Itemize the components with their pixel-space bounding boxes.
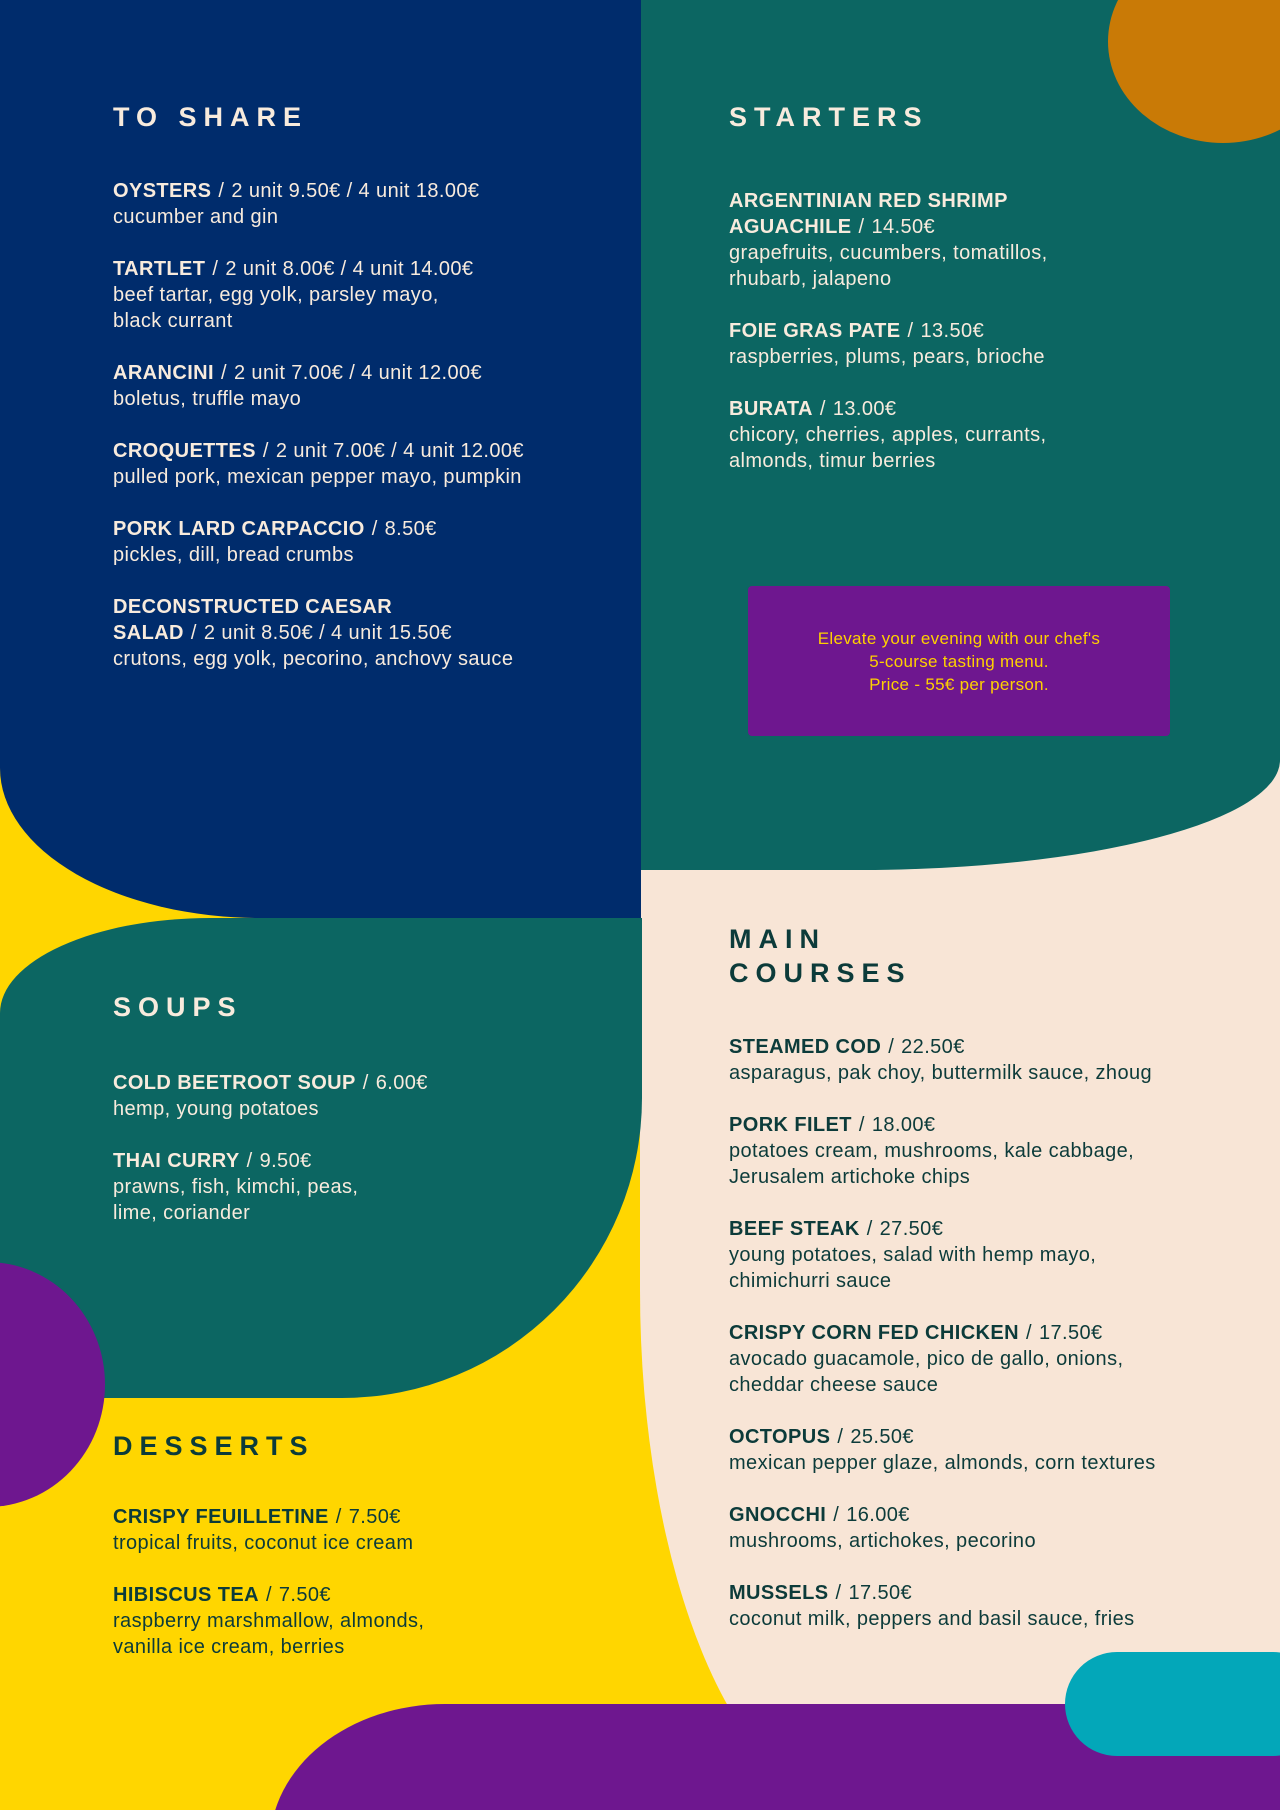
cyan-pill-decoration (1065, 1652, 1280, 1756)
menu-item-name: OCTOPUS (729, 1426, 831, 1448)
price-separator: / (362, 1072, 369, 1094)
menu-item-price: 13.50€ (920, 320, 985, 342)
menu-item (113, 438, 613, 490)
menu-item-price: 9.50€ (259, 1150, 312, 1172)
menu-item-price: 7.50€ (348, 1506, 401, 1528)
menu-item-title-line (729, 396, 1209, 422)
menu-item-name: COLD BEETROOT SOUP (113, 1072, 356, 1094)
menu-item-title-line (729, 318, 1209, 344)
menu-item (113, 516, 613, 568)
price-separator: / (265, 1584, 272, 1606)
menu-item-description: coconut milk, peppers and basil sauce, fries (729, 1608, 1135, 1630)
menu-item-title-line (113, 256, 613, 282)
price-separator: / (907, 320, 914, 342)
menu-item-name: THAI CURRY (113, 1150, 240, 1172)
menu-item-price: 8.50€ (384, 518, 437, 540)
menu-item-title-line (113, 438, 613, 464)
menu-item-description: mushrooms, artichokes, pecorino (729, 1530, 1036, 1552)
menu-item-name: DECONSTRUCTED CAESAR SALAD (113, 596, 393, 644)
menu-item-price: 17.50€ (1038, 1322, 1103, 1344)
menu-item-name: OYSTERS (113, 180, 212, 202)
menu-item-price: 2 unit 8.50€ / 4 unit 15.50€ (203, 622, 452, 644)
menu-item-name: PORK FILET (729, 1114, 852, 1136)
menu-item-description: boletus, truffle mayo (113, 388, 302, 410)
price-separator: / (833, 1504, 840, 1526)
menu-item-description: cucumber and gin (113, 206, 279, 228)
to-share-list (113, 178, 613, 672)
tasting-menu-promo-text: Elevate your evening with our chef's 5-course tasting menu. Price - 55€ per person. (817, 628, 1101, 694)
price-separator: / (246, 1150, 253, 1172)
menu-item-price: 2 unit 7.00€ / 4 unit 12.00€ (275, 440, 524, 462)
menu-item-name: FOIE GRAS PATE (729, 320, 901, 342)
menu-item (729, 1034, 1249, 1086)
price-separator: / (866, 1218, 873, 1240)
soups-list (113, 1070, 593, 1226)
menu-item-description: avocado guacamole, pico de gallo, onions, cheddar cheese sauce (729, 1348, 1124, 1396)
menu-item-name: CROQUETTES (113, 440, 256, 462)
menu-item-price: 17.50€ (848, 1582, 913, 1604)
menu-item (729, 1580, 1249, 1632)
price-separator: / (371, 518, 378, 540)
menu-item-description: chicory, cherries, apples, currants, almonds, timur berries (729, 424, 1047, 472)
menu-item-description: young potatoes, salad with hemp mayo, chimichurri sauce (729, 1244, 1097, 1292)
menu-item (729, 1424, 1249, 1476)
starters-list (729, 188, 1209, 474)
tasting-menu-promo (748, 586, 1170, 736)
menu-item (113, 594, 613, 672)
price-separator: / (212, 258, 219, 280)
menu-item-description: prawns, fish, kimchi, peas, lime, coriander (113, 1176, 359, 1224)
desserts-section (113, 1429, 593, 1686)
menu-item-name: GNOCCHI (729, 1504, 827, 1526)
starters-section (729, 100, 1209, 500)
price-separator: / (837, 1426, 844, 1448)
menu-item-price: 2 unit 7.00€ / 4 unit 12.00€ (233, 362, 483, 384)
menu-item-price: 6.00€ (375, 1072, 428, 1094)
menu-item (113, 1582, 593, 1660)
menu-item (113, 256, 613, 334)
menu-item-description: tropical fruits, coconut ice cream (113, 1532, 414, 1554)
menu-item-description: pulled pork, mexican pepper mayo, pumpkin (113, 466, 522, 488)
menu-item-description: raspberry marshmallow, almonds, vanilla ice cream, berries (113, 1610, 425, 1658)
price-separator: / (858, 216, 865, 238)
price-separator: / (835, 1582, 842, 1604)
menu-item-title-line (113, 1582, 593, 1608)
menu-item-description: hemp, young potatoes (113, 1098, 319, 1120)
menu-item-title-line (729, 1034, 1249, 1060)
soups-section (113, 990, 593, 1252)
menu-item-price: 14.50€ (871, 216, 936, 238)
menu-item-price: 2 unit 8.00€ / 4 unit 14.00€ (225, 258, 474, 280)
menu-item (729, 1216, 1249, 1294)
menu-item-name: CRISPY FEUILLETINE (113, 1506, 329, 1528)
menu-item (113, 360, 613, 412)
menu-item-description: potatoes cream, mushrooms, kale cabbage, Jerusalem artichoke chips (729, 1140, 1135, 1188)
menu-item-title-line (729, 1502, 1249, 1528)
menu-item-price: 27.50€ (879, 1218, 944, 1240)
menu-item-title-line (729, 1112, 1249, 1138)
menu-item-description: grapefruits, cucumbers, tomatillos, rhubarb, jalapeno (729, 242, 1048, 290)
menu-item (113, 1070, 593, 1122)
menu-item-title-line (113, 516, 613, 542)
menu-item-title-line (729, 1320, 1249, 1346)
price-separator: / (262, 440, 269, 462)
menu-item-description: raspberries, plums, pears, brioche (729, 346, 1045, 368)
menu-item (729, 1502, 1249, 1554)
menu-item (729, 396, 1209, 474)
menu-item-title-line (113, 1504, 593, 1530)
menu-item-name: BURATA (729, 398, 813, 420)
menu-item-price: 25.50€ (850, 1426, 914, 1448)
menu-item-name: PORK LARD CARPACCIO (113, 518, 365, 540)
menu-item-name: STEAMED COD (729, 1036, 882, 1058)
menu-item-price: 7.50€ (278, 1584, 331, 1606)
price-separator: / (819, 398, 826, 420)
to-share-heading: TO SHARE (113, 102, 309, 132)
menu-item-description: crutons, egg yolk, pecorino, anchovy sauce (113, 648, 514, 670)
to-share-section (113, 100, 613, 698)
price-separator: / (335, 1506, 342, 1528)
menu-item-description: pickles, dill, bread crumbs (113, 544, 354, 566)
menu-item (729, 1320, 1249, 1398)
menu-item (729, 188, 1209, 292)
menu-item-title-line (113, 594, 613, 646)
menu-item-title-line (729, 1580, 1249, 1606)
menu-item-title-line (729, 1216, 1249, 1242)
menu-item-name: BEEF STEAK (729, 1218, 860, 1240)
menu-item (729, 318, 1209, 370)
price-separator: / (858, 1114, 865, 1136)
menu-item-name: ARANCINI (113, 362, 214, 384)
menu-item-title-line (113, 1148, 593, 1174)
menu-item (113, 178, 613, 230)
desserts-list (113, 1504, 593, 1660)
menu-item-name: MUSSELS (729, 1582, 829, 1604)
menu-item (113, 1504, 593, 1556)
menu-item (113, 1148, 593, 1226)
menu-item-price: 13.00€ (832, 398, 897, 420)
menu-item-title-line (729, 188, 1209, 240)
starters-heading: STARTERS (729, 102, 929, 132)
menu-item-description: asparagus, pak choy, buttermilk sauce, zhoug (729, 1062, 1153, 1084)
price-separator: / (888, 1036, 895, 1058)
price-separator: / (220, 362, 227, 384)
price-separator: / (1025, 1322, 1032, 1344)
menu-item-name: HIBISCUS TEA (113, 1584, 259, 1606)
menu-item-name: CRISPY CORN FED CHICKEN (729, 1322, 1019, 1344)
main-courses-heading: MAIN COURSES (729, 924, 912, 988)
price-separator: / (190, 622, 197, 644)
price-separator: / (218, 180, 225, 202)
main-courses-section (729, 922, 1249, 1658)
menu-item-description: beef tartar, egg yolk, parsley mayo, black currant (113, 284, 439, 332)
menu-item-description: mexican pepper glaze, almonds, corn textures (729, 1452, 1156, 1474)
menu-item-name: ARGENTINIAN RED SHRIMP AGUACHILE (729, 190, 1008, 238)
main-courses-list (729, 1034, 1249, 1632)
desserts-heading: DESSERTS (113, 1431, 315, 1461)
menu-item-price: 18.00€ (871, 1114, 936, 1136)
soups-heading: SOUPS (113, 992, 243, 1022)
menu-item-name: TARTLET (113, 258, 206, 280)
menu-item-title-line (113, 1070, 593, 1096)
menu-item (729, 1112, 1249, 1190)
menu-item-price: 16.00€ (846, 1504, 910, 1526)
menu-item-price: 2 unit 9.50€ / 4 unit 18.00€ (231, 180, 480, 202)
menu-item-title-line (113, 178, 613, 204)
menu-item-title-line (729, 1424, 1249, 1450)
menu-item-price: 22.50€ (901, 1036, 965, 1058)
menu-item-title-line (113, 360, 613, 386)
